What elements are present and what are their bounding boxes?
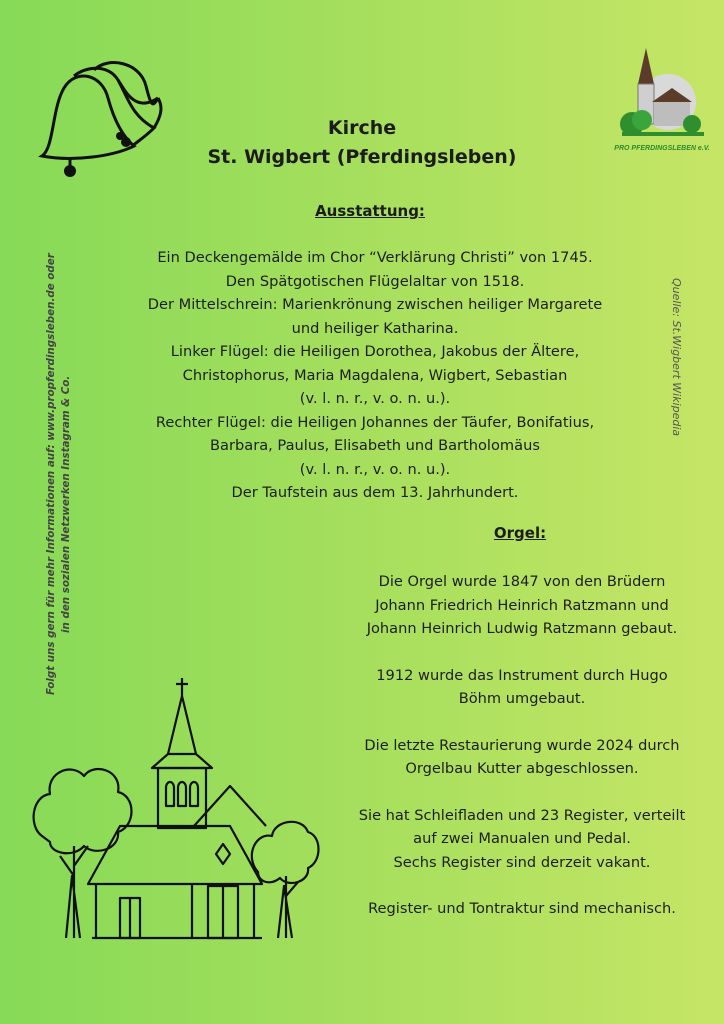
orgel-line: Johann Friedrich Heinrich Ratzmann und (375, 596, 669, 614)
source-text: Quelle: St.Wigbert Wikipedia (670, 278, 683, 437)
list-item: (v. l. n. r., v. o. n. u.). (299, 460, 451, 478)
orgel-line: Sie hat Schleifladen und 23 Register, verteilt (358, 806, 686, 824)
ausstattung-heading: Ausstattung: (315, 202, 425, 220)
orgel-line: Böhm umgebaut. (458, 690, 586, 707)
title-line-1: Kirche (327, 117, 397, 139)
list-item: Christophorus, Maria Magdalena, Wigbert, Sebastian (182, 366, 568, 384)
orgel-line: Orgelbau Kutter abgeschlossen. (405, 760, 639, 777)
orgel-line: Die Orgel wurde 1847 von den Brüdern (378, 573, 666, 590)
orgel-paragraph (330, 570, 714, 641)
orgel-line: auf zwei Manualen und Pedal. (413, 830, 631, 847)
list-item: Der Mittelschrein: Marienkrönung zwischen heiliger Margarete (147, 296, 603, 313)
orgel-line: Die letzte Restaurierung wurde 2024 durch (364, 736, 680, 754)
orgel-paragraph (330, 664, 714, 711)
side-note-line-1: Folgt uns gern für mehr Informationen auf: www.propferdingsleben.de oder (45, 253, 57, 695)
list-item: Ein Deckengemälde im Chor “Verklärung Christi” von 1745. (157, 249, 593, 266)
orgel-paragraph (330, 734, 714, 781)
orgel-section (330, 570, 714, 921)
list-item: Den Spätgotischen Flügelaltar von 1518. (225, 272, 525, 290)
orgel-heading: Orgel: (493, 524, 547, 542)
orgel-line: Sechs Register sind derzeit vakant. (393, 853, 651, 871)
side-note-line-2: in den sozialen Netzwerken Instagram & Co. (60, 375, 72, 633)
church-icon (22, 676, 322, 946)
title-line-2: St. Wigbert (Pferdingsleben) (207, 146, 517, 168)
orgel-line: Register- und Tontraktur sind mechanisch. (368, 900, 676, 917)
list-item: Der Taufstein aus dem 13. Jahrhundert. (231, 484, 519, 501)
source-note (670, 278, 683, 436)
list-item: Linker Flügel: die Heiligen Dorothea, Jakobus der Ältere, (170, 343, 580, 360)
orgel-line: 1912 wurde das Instrument durch Hugo (376, 666, 668, 684)
orgel-line: Johann Heinrich Ludwig Ratzmann gebaut. (366, 620, 678, 637)
list-item: Barbara, Paulus, Elisabeth und Bartholomäus (210, 437, 540, 454)
list-item: Rechter Flügel: die Heiligen Johannes der Täufer, Bonifatius, (155, 413, 595, 431)
list-item: (v. l. n. r., v. o. n. u.). (299, 390, 451, 407)
page-title (0, 114, 724, 172)
list-item: und heiliger Katharina. (291, 319, 459, 337)
ausstattung-list (90, 246, 660, 505)
logo-text: PRO PFERDINGSLEBEN e.V. (614, 145, 710, 152)
orgel-paragraph (330, 897, 714, 921)
orgel-paragraph (330, 804, 714, 875)
side-note-left (44, 253, 74, 695)
